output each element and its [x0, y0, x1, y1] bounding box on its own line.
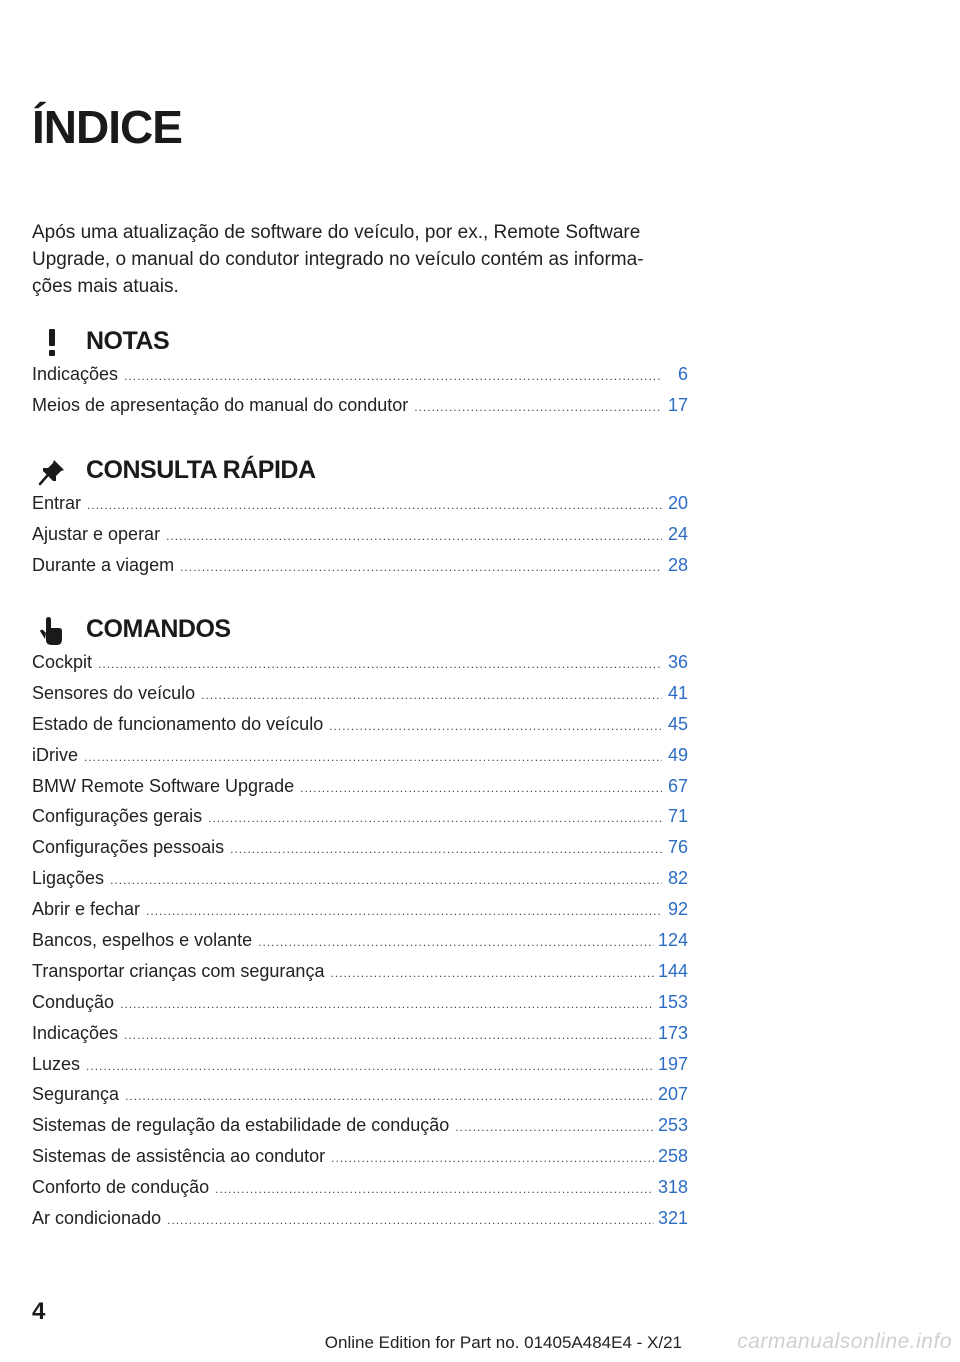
toc-entry[interactable]	[32, 961, 688, 992]
toc-entry-page-link[interactable]: 76	[667, 837, 688, 858]
toc-entry[interactable]	[32, 930, 688, 961]
toc-entry-page-link[interactable]: 24	[667, 523, 688, 544]
toc-entry-page-link[interactable]: 173	[657, 1022, 688, 1043]
leader-dots	[201, 688, 662, 702]
section-notas	[32, 326, 688, 426]
toc-entry-page-link[interactable]: 20	[667, 493, 688, 513]
toc-entry[interactable]	[32, 745, 688, 776]
toc-entry[interactable]	[32, 714, 688, 745]
toc-entry-label: Sistemas de assistência ao condutor	[32, 1146, 326, 1167]
leader-dots	[120, 997, 654, 1011]
toc-entry-page-link[interactable]: 253	[657, 1115, 688, 1136]
section-header	[32, 455, 688, 489]
toc-entry-page-link[interactable]: 124	[657, 930, 688, 951]
leader-dots	[208, 811, 662, 825]
toc-entry-page-link[interactable]: 41	[667, 682, 688, 703]
page-number: 4	[32, 1298, 46, 1325]
toc-entry-page-link[interactable]: 197	[657, 1053, 688, 1074]
section-title: COMANDOS	[86, 615, 231, 643]
leader-dots	[300, 781, 662, 795]
toc-entry-label: Durante a viagem	[32, 554, 175, 575]
toc-entry[interactable]	[32, 1146, 688, 1177]
leader-dots	[125, 1089, 654, 1103]
toc-entry-page-link[interactable]: 67	[667, 775, 688, 796]
intro-paragraph: Após uma atualização de software do veículo, por ex., Remote Software Upgrade, o manual do condutor integrado no veículo contém as informa-ções mais atuais.	[32, 222, 644, 297]
toc-entry-page-link[interactable]: 82	[667, 868, 688, 889]
section-title: NOTAS	[86, 327, 170, 355]
section-comandos	[32, 614, 688, 1239]
toc-entry-page-link[interactable]: 17	[667, 394, 688, 415]
toc-entry[interactable]	[32, 776, 688, 807]
toc-entry[interactable]	[32, 992, 688, 1023]
toc-entry-label: Indicações	[32, 1022, 119, 1043]
toc-entry[interactable]	[32, 837, 688, 868]
leader-dots	[331, 1151, 654, 1165]
watermark: carmanualsonline.info	[737, 1330, 952, 1353]
toc-entry-label: Ar condicionado	[32, 1208, 162, 1229]
toc-entry-page-link[interactable]: 318	[657, 1177, 688, 1198]
toc-entry-label: Ajustar e operar	[32, 523, 161, 544]
leader-dots	[230, 842, 662, 856]
section-header	[32, 326, 688, 360]
toc-entry-label: Transportar crianças com segurança	[32, 960, 325, 981]
leader-dots	[124, 1028, 654, 1042]
toc-entry-label: Conforto de condução	[32, 1177, 210, 1198]
toc-list	[32, 364, 688, 426]
toc-entry-label: Sistemas de regulação da estabilidade de condução	[32, 1115, 450, 1136]
toc-entry[interactable]	[32, 395, 688, 426]
leader-dots	[98, 657, 662, 671]
toc-entry-page-link[interactable]: 45	[667, 713, 688, 734]
leader-dots	[87, 498, 662, 512]
toc-entry[interactable]	[32, 1084, 688, 1115]
toc-entry-label: Abrir e fechar	[32, 899, 141, 920]
leader-dots	[84, 750, 662, 764]
section-title: CONSULTA RÁPIDA	[86, 456, 316, 484]
toc-entry-label: Configurações gerais	[32, 806, 203, 827]
toc-entry[interactable]	[32, 1023, 688, 1054]
toc-entry-label: Entrar	[32, 493, 82, 513]
leader-dots	[124, 369, 662, 383]
leader-dots	[167, 1213, 654, 1227]
toc-entry-label: Bancos, espelhos e volante	[32, 930, 253, 951]
page-title: ÍNDICE	[32, 101, 182, 153]
toc-entry-page-link[interactable]: 258	[657, 1146, 688, 1167]
toc-entry[interactable]	[32, 555, 688, 586]
toc-entry-label: Sensores do veículo	[32, 682, 196, 703]
toc-entry-label: Configurações pessoais	[32, 837, 225, 858]
leader-dots	[455, 1120, 654, 1134]
toc-entry-page-link[interactable]: 207	[657, 1084, 688, 1105]
toc-entry-label: BMW Remote Software Upgrade	[32, 775, 295, 796]
toc-entry[interactable]	[32, 1054, 688, 1085]
toc-entry[interactable]	[32, 683, 688, 714]
toc-entry[interactable]	[32, 868, 688, 899]
toc-list	[32, 652, 688, 1239]
toc-entry-label: Ligações	[32, 868, 105, 889]
toc-entry-page-link[interactable]: 92	[667, 899, 688, 920]
toc-entry-label: Meios de apresentação do manual do condutor	[32, 394, 409, 415]
toc-entry[interactable]	[32, 652, 688, 683]
toc-entry-page-link[interactable]: 153	[657, 991, 688, 1012]
toc-entry-page-link[interactable]: 321	[657, 1208, 688, 1229]
leader-dots	[86, 1059, 654, 1073]
toc-entry[interactable]	[32, 1208, 688, 1239]
toc-entry[interactable]	[32, 1115, 688, 1146]
section-header	[32, 614, 688, 648]
toc-entry[interactable]	[32, 806, 688, 837]
toc-entry[interactable]	[32, 899, 688, 930]
toc-entry-label: Segurança	[32, 1084, 120, 1105]
leader-dots	[329, 719, 662, 733]
toc-entry[interactable]	[32, 364, 688, 395]
toc-entry-label: Luzes	[32, 1053, 81, 1074]
toc-entry-page-link[interactable]: 28	[667, 554, 688, 575]
leader-dots	[258, 935, 654, 949]
toc-entry[interactable]	[32, 1177, 688, 1208]
pushpin-icon	[32, 455, 72, 489]
toc-entry-page-link[interactable]: 71	[667, 806, 688, 827]
leader-dots	[146, 904, 662, 918]
toc-entry-page-link[interactable]: 49	[667, 744, 688, 765]
leader-dots	[330, 966, 653, 980]
leader-dots	[166, 529, 662, 543]
toc-entry-page-link[interactable]: 36	[667, 652, 688, 672]
toc-entry-page-link[interactable]: 144	[657, 960, 688, 981]
toc-entry-label: Cockpit	[32, 652, 93, 672]
footer-edition: Online Edition for Part no. 01405A484E4 - X/21	[324, 1333, 682, 1352]
toc-entry-label: iDrive	[32, 744, 79, 765]
toc-entry-page-link[interactable]: 6	[677, 364, 688, 384]
section-consulta-rapida	[32, 455, 688, 586]
toc-entry-label: Indicações	[32, 364, 119, 384]
leader-dots	[414, 400, 662, 414]
toc-entry-label: Condução	[32, 991, 115, 1012]
leader-dots	[215, 1182, 654, 1196]
leader-dots	[110, 873, 662, 887]
toc-entry[interactable]	[32, 493, 688, 524]
toc-entry[interactable]	[32, 524, 688, 555]
leader-dots	[180, 560, 662, 574]
toc-entry-label: Estado de funcionamento do veículo	[32, 713, 324, 734]
exclamation-icon	[32, 326, 72, 360]
toc-list	[32, 493, 688, 586]
pointing-hand-icon	[32, 614, 72, 648]
